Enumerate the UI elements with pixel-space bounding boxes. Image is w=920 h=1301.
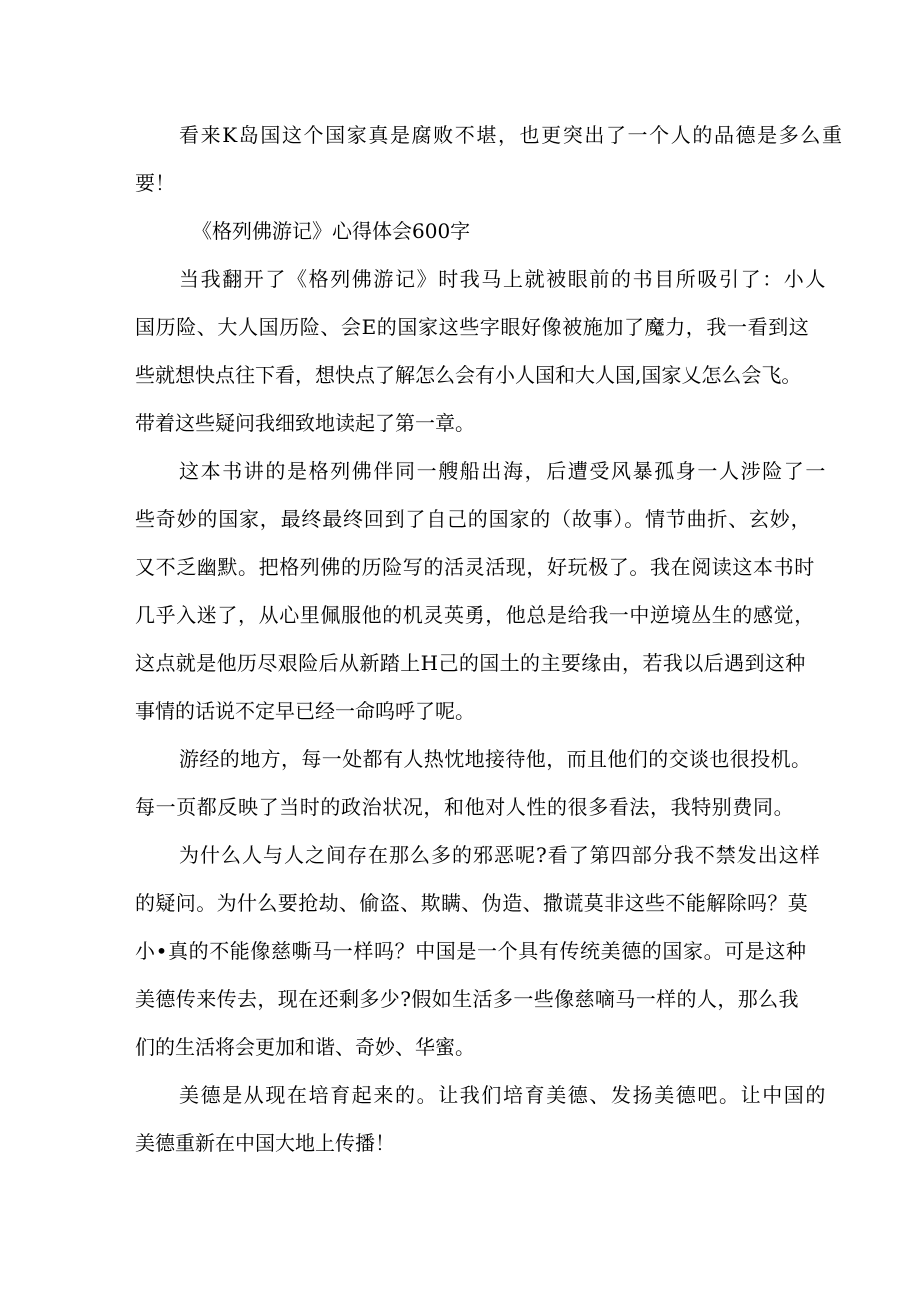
paragraph-line: 美德是从现在培育起来的。让我们培育美德、发扬美德吧。让中国的 (179, 1083, 827, 1107)
paragraph-line: 又不乏幽默。把格列佛的历险写的活灵活现，好玩极了。我在阅读这本书时 (135, 555, 815, 579)
section-title: 《格列佛游记》心得体会600字 (192, 219, 471, 243)
paragraph-line: 看来K岛国这个国家真是腐败不堪，也更突出了一个人的品德是多么重 (179, 123, 844, 147)
paragraph-line: 美德重新在中国大地上传播！ (135, 1131, 395, 1155)
paragraph-line: 些奇妙的国家，最终最终回到了自己的国家的（故事）。情节曲折、玄妙， (135, 507, 812, 531)
paragraph-line: 小•真的不能像慈嘶马一样吗？中国是一个具有传统美德的国家。可是这种 (135, 939, 807, 963)
paragraph-line: 美德传来传去，现在还剩多少?假如生活多一些像慈嘀马一样的人，那么我 (135, 987, 799, 1011)
paragraph-line: 些就想快点往下看，想快点了解怎么会有小人国和大人国,国家乂怎么会飞。 (135, 363, 802, 387)
paragraph-line: 当我翻开了《格列佛游记》时我马上就被眼前的书目所吸引了：小人 (179, 267, 827, 291)
paragraph-line: 这本书讲的是格列佛伴同一艘船出海，后遭受风暴孤身一人涉险了一 (179, 459, 827, 483)
paragraph-line: 国历险、大人国历险、会E的国家这些字眼好像被施加了魔力，我一看到这 (135, 315, 810, 339)
paragraph-line: 事情的话说不定早已经一命呜呼了呢。 (135, 699, 475, 723)
paragraph-line: 这点就是他历尽艰险后从新踏上H己的国土的主要缘由，若我以后遇到这种 (135, 651, 806, 675)
paragraph-line: 的疑问。为什么要抢劫、偷盗、欺瞒、伪造、撒谎莫非这些不能解除吗？莫 (135, 891, 809, 915)
paragraph-line: 几乎入迷了，从心里佩服他的机灵英勇，他总是给我一中逆境丛生的感觉， (135, 603, 815, 627)
paragraph-line: 们的生活将会更加和谐、奇妙、华蜜。 (135, 1035, 475, 1059)
paragraph-line: 为什么人与人之间存在那么多的邪恶呢?看了第四部分我不禁发出这样 (179, 843, 821, 867)
paragraph-line: 每一页都反映了当时的政治状况，和他对人性的很多看法，我特别费同。 (135, 795, 795, 819)
paragraph-line: 带着这些疑问我细致地读起了第一章。 (135, 411, 475, 435)
paragraph-line: 游经的地方，每一处都有人热忱地接待他，而且他们的交谈也很投机。 (179, 747, 812, 771)
paragraph-line: 要！ (135, 171, 175, 195)
